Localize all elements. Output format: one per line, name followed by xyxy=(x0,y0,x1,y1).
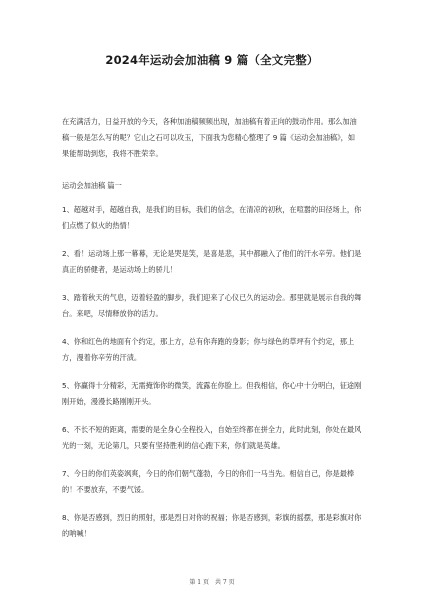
paragraph-4: 4、你和红色的地面有个约定，那上方，总有你奔跑的身影；你与绿色的草坪有个约定，那上方，漫着你辛劳的汗渍。 xyxy=(62,337,355,362)
paragraph-8: 8、你是否感到，烈日的照射，那是烈日对你的祝福；你是否感到，彩旗的摇摆，那是彩旗对你的呐喊！ xyxy=(62,513,362,538)
page-footer: 第 1 页 共 7 页 xyxy=(189,579,235,586)
document-title: 2024年运动会加油稿 9 篇（全文完整） xyxy=(105,53,319,67)
paragraph-1: 1、超越对手，超越自我，是我们的目标，我们的信念，在清凉的初秋，在喧嚣的田径场上，你们点燃了似火的热情！ xyxy=(62,205,362,230)
paragraph-7: 7、今日的你们英姿飒爽，今日的你们朝气蓬勃，今日的你们一马当先。相信自己，你是最棒的！不要放弃，不要气馁。 xyxy=(62,469,355,494)
paragraph-2: 2、看！运动场上那一幕幕，无论是哭是笑，是喜是悲，其中都融入了他们的汗水辛劳。他们是真正的骄健者，是运动场上的骄儿！ xyxy=(62,249,362,274)
paragraph-6: 6、不长不短的距离，需要的是全身心全程投入，自始至终都在拼全力，此时此刻，你处在最风光的一刻，无论第几，只要有坚持胜利的信心跑下来，你们就是英雄。 xyxy=(62,425,362,450)
paragraph-5: 5、你赢得十分精彩，无需掩饰你的微笑，流露在你脸上。但我相信，你心中十分明白，征途刚刚开始，漫漫长路刚刚开头。 xyxy=(62,381,362,406)
paragraph-3: 3、踏着秋天的气息，迈着轻盈的脚步，我们迎来了心仪已久的运动会。那里就是展示自我的舞台。来吧，尽情释放你的活力。 xyxy=(62,293,362,318)
intro-paragraph: 在充满活力，日益开放的今天，各种加油稿频频出现，加油稿有着正向的鼓动作用。那么加油稿一般是怎么写的呢？它山之石可以攻玉，下面我为您精心整理了 9 篇《运动会加油稿》，如果能帮助到您，我将不胜荣幸。 xyxy=(62,117,357,158)
section-heading: 运动会加油稿 篇一 xyxy=(62,181,122,190)
